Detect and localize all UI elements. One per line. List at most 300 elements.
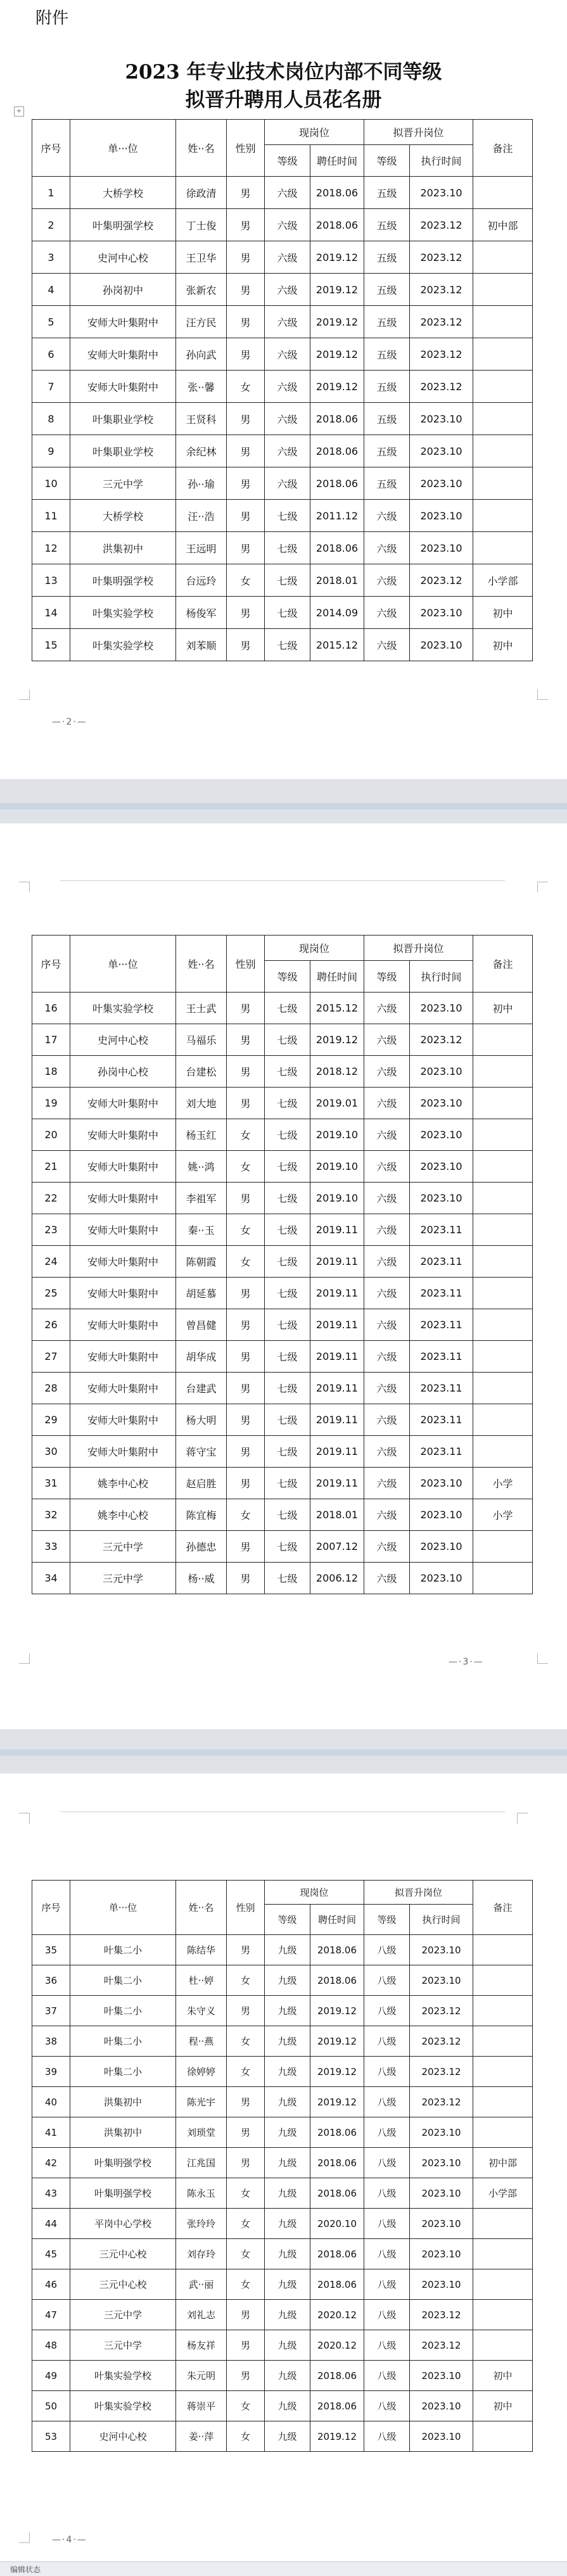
table-row <box>32 435 533 467</box>
promote-grade-cell: 八级 <box>364 2087 410 2117</box>
current-grade-cell: 七级 <box>265 993 310 1024</box>
exec-time-cell: 2023.12 <box>410 241 473 274</box>
promote-grade-cell: 六级 <box>364 1278 410 1309</box>
hire-time-cell: 2018.06 <box>310 2269 364 2300</box>
hire-time-cell: 2018.06 <box>310 1935 364 1965</box>
gender-cell: 男 <box>227 177 265 209</box>
name-cell: 王远明 <box>176 532 227 564</box>
current-grade-cell: 七级 <box>265 1563 310 1594</box>
current-grade-cell: 六级 <box>265 403 310 435</box>
table-row <box>32 274 533 306</box>
gender-cell: 男 <box>227 532 265 564</box>
current-grade-cell: 七级 <box>265 1341 310 1373</box>
promote-grade-cell: 六级 <box>364 1119 410 1151</box>
exec-time-cell: 2023.10 <box>410 1088 473 1119</box>
promote-grade-cell: 八级 <box>364 2178 410 2209</box>
exec-time-cell: 2023.11 <box>410 1246 473 1278</box>
current-grade-cell: 六级 <box>265 306 310 338</box>
name-cell: 台远玲 <box>176 564 227 597</box>
name-cell: 王贤科 <box>176 403 227 435</box>
exec-time-cell: 2023.12 <box>410 209 473 241</box>
current-grade-cell: 七级 <box>265 1246 310 1278</box>
promote-grade-cell: 六级 <box>364 1404 410 1436</box>
current-grade-cell: 七级 <box>265 597 310 629</box>
table-row <box>32 2421 533 2452</box>
seq-cell: 7 <box>32 371 70 403</box>
header-current-post: 现岗位 <box>265 936 364 961</box>
gender-cell: 女 <box>227 2239 265 2269</box>
gender-cell: 男 <box>227 993 265 1024</box>
seq-cell: 48 <box>32 2330 70 2361</box>
promote-grade-cell: 五级 <box>364 403 410 435</box>
name-cell: 张玲玲 <box>176 2209 227 2239</box>
crop-mark-icon <box>19 1813 30 1824</box>
seq-cell: 1 <box>32 177 70 209</box>
hire-time-cell: 2018.06 <box>310 467 364 500</box>
table-row <box>32 1024 533 1056</box>
gender-cell: 女 <box>227 2209 265 2239</box>
hire-time-cell: 2018.06 <box>310 2239 364 2269</box>
crop-mark-icon <box>537 882 548 892</box>
name-cell: 胡华成 <box>176 1341 227 1373</box>
exec-time-cell: 2023.10 <box>410 435 473 467</box>
current-grade-cell: 六级 <box>265 177 310 209</box>
table-row <box>32 1935 533 1965</box>
name-cell: 王士武 <box>176 993 227 1024</box>
unit-cell: 叶集实验学校 <box>70 2361 176 2391</box>
header-exec-time: 执行时间 <box>410 961 473 993</box>
exec-time-cell: 2023.10 <box>410 2178 473 2209</box>
exec-time-cell: 2023.10 <box>410 2148 473 2178</box>
promote-grade-cell: 八级 <box>364 2209 410 2239</box>
promote-grade-cell: 六级 <box>364 1436 410 1468</box>
seq-cell: 36 <box>32 1965 70 1996</box>
hire-time-cell: 2018.06 <box>310 403 364 435</box>
table-row <box>32 403 533 435</box>
table-row <box>32 1278 533 1309</box>
remark-cell <box>473 2300 533 2330</box>
remark-cell <box>473 1965 533 1996</box>
name-cell: 陈结华 <box>176 1935 227 1965</box>
gender-cell: 女 <box>227 2057 265 2087</box>
exec-time-cell: 2023.10 <box>410 1499 473 1531</box>
seq-cell: 19 <box>32 1088 70 1119</box>
remark-cell <box>473 1088 533 1119</box>
current-grade-cell: 九级 <box>265 1965 310 1996</box>
remark-cell <box>473 1056 533 1088</box>
name-cell: 姚··鸿 <box>176 1151 227 1183</box>
gender-cell: 男 <box>227 1056 265 1088</box>
hire-time-cell: 2019.11 <box>310 1468 364 1499</box>
exec-time-cell: 2023.10 <box>410 2117 473 2148</box>
unit-cell: 三元中学 <box>70 2330 176 2361</box>
table-row <box>32 2148 533 2178</box>
hire-time-cell: 2019.12 <box>310 1024 364 1056</box>
remark-cell: 初中 <box>473 2391 533 2421</box>
header-remark: 备注 <box>473 936 533 993</box>
promote-grade-cell: 六级 <box>364 993 410 1024</box>
current-grade-cell: 六级 <box>265 241 310 274</box>
name-cell: 台建松 <box>176 1056 227 1088</box>
unit-cell: 三元中学 <box>70 467 176 500</box>
name-cell: 程··燕 <box>176 2026 227 2057</box>
name-cell: 徐婷婷 <box>176 2057 227 2087</box>
page-gap <box>0 1729 567 1773</box>
current-grade-cell: 九级 <box>265 2300 310 2330</box>
header-seq: 序号 <box>32 936 70 993</box>
table-row <box>32 1373 533 1404</box>
hire-time-cell: 2018.06 <box>310 2178 364 2209</box>
current-grade-cell: 七级 <box>265 1468 310 1499</box>
header-exec-time: 执行时间 <box>410 1905 473 1935</box>
gender-cell: 女 <box>227 371 265 403</box>
promote-grade-cell: 五级 <box>364 467 410 500</box>
unit-cell: 姚李中心校 <box>70 1499 176 1531</box>
header-seq: 序号 <box>32 120 70 177</box>
table-row <box>32 2057 533 2087</box>
hire-time-cell: 2015.12 <box>310 629 364 661</box>
name-cell: 杨俊军 <box>176 597 227 629</box>
roster-rows <box>32 993 533 1594</box>
current-grade-cell: 六级 <box>265 338 310 371</box>
roster-table-page-2 <box>32 935 533 1594</box>
remark-cell <box>473 371 533 403</box>
seq-cell: 15 <box>32 629 70 661</box>
hire-time-cell: 2019.12 <box>310 2057 364 2087</box>
table-row <box>32 2178 533 2209</box>
remark-cell <box>473 2087 533 2117</box>
promote-grade-cell: 六级 <box>364 597 410 629</box>
hire-time-cell: 2019.12 <box>310 338 364 371</box>
exec-time-cell: 2023.10 <box>410 500 473 532</box>
seq-cell: 27 <box>32 1341 70 1373</box>
page-number: —·4·— <box>52 2535 87 2545</box>
unit-cell: 叶集职业学校 <box>70 435 176 467</box>
promote-grade-cell: 六级 <box>364 1088 410 1119</box>
header-promote-post: 拟晋升岗位 <box>364 1881 473 1905</box>
exec-time-cell: 2023.10 <box>410 1965 473 1996</box>
gender-cell: 男 <box>227 2300 265 2330</box>
table-row <box>32 2026 533 2057</box>
name-cell: 李祖军 <box>176 1183 227 1214</box>
header-hire-time: 聘任时间 <box>310 961 364 993</box>
header-promote-post: 拟晋升岗位 <box>364 120 473 145</box>
hire-time-cell: 2019.10 <box>310 1183 364 1214</box>
seq-cell: 50 <box>32 2391 70 2421</box>
remark-cell <box>473 2117 533 2148</box>
header-gender: 性别 <box>227 120 265 177</box>
exec-time-cell: 2023.10 <box>410 597 473 629</box>
exec-time-cell: 2023.10 <box>410 2209 473 2239</box>
table-row <box>32 2391 533 2421</box>
seq-cell: 9 <box>32 435 70 467</box>
hire-time-cell: 2019.11 <box>310 1278 364 1309</box>
exec-time-cell: 2023.10 <box>410 1468 473 1499</box>
gender-cell: 女 <box>227 1151 265 1183</box>
table-row <box>32 2330 533 2361</box>
crop-mark-icon <box>19 1653 30 1664</box>
table-row <box>32 1056 533 1088</box>
name-cell: 陈宜梅 <box>176 1499 227 1531</box>
hire-time-cell: 2018.06 <box>310 2391 364 2421</box>
exec-time-cell: 2023.12 <box>410 1024 473 1056</box>
name-cell: 刘礼志 <box>176 2300 227 2330</box>
promote-grade-cell: 八级 <box>364 2421 410 2452</box>
current-grade-cell: 七级 <box>265 1309 310 1341</box>
promote-grade-cell: 六级 <box>364 500 410 532</box>
name-cell: 王卫华 <box>176 241 227 274</box>
hire-time-cell: 2018.06 <box>310 435 364 467</box>
unit-cell: 叶集实验学校 <box>70 2391 176 2421</box>
seq-cell: 29 <box>32 1404 70 1436</box>
name-cell: 蒋守宝 <box>176 1436 227 1468</box>
hire-time-cell: 2020.10 <box>310 2209 364 2239</box>
gender-cell: 女 <box>227 2391 265 2421</box>
unit-cell: 三元中学 <box>70 1531 176 1563</box>
crop-mark-icon <box>19 2532 30 2543</box>
promote-grade-cell: 六级 <box>364 1024 410 1056</box>
unit-cell: 叶集实验学校 <box>70 597 176 629</box>
remark-cell: 初中部 <box>473 2148 533 2178</box>
promote-grade-cell: 八级 <box>364 2391 410 2421</box>
hire-time-cell: 2006.12 <box>310 1563 364 1594</box>
remark-cell <box>473 1404 533 1436</box>
seq-cell: 35 <box>32 1935 70 1965</box>
current-grade-cell: 七级 <box>265 1499 310 1531</box>
table-row <box>32 1214 533 1246</box>
unit-cell: 安师大叶集附中 <box>70 371 176 403</box>
exec-time-cell: 2023.12 <box>410 306 473 338</box>
unit-cell: 安师大叶集附中 <box>70 1373 176 1404</box>
gender-cell: 男 <box>227 209 265 241</box>
unit-cell: 大桥学校 <box>70 500 176 532</box>
name-cell: 台建武 <box>176 1373 227 1404</box>
hire-time-cell: 2018.06 <box>310 2361 364 2391</box>
remark-cell <box>473 338 533 371</box>
current-grade-cell: 七级 <box>265 1278 310 1309</box>
exec-time-cell: 2023.12 <box>410 564 473 597</box>
remark-cell <box>473 532 533 564</box>
hire-time-cell: 2019.12 <box>310 371 364 403</box>
remark-cell: 小学部 <box>473 2178 533 2209</box>
hire-time-cell: 2018.06 <box>310 2117 364 2148</box>
name-cell: 陈朝霞 <box>176 1246 227 1278</box>
name-cell: 孙··瑜 <box>176 467 227 500</box>
gender-cell: 男 <box>227 1404 265 1436</box>
remark-cell: 小学 <box>473 1468 533 1499</box>
unit-cell: 叶集二小 <box>70 1935 176 1965</box>
current-grade-cell: 七级 <box>265 1373 310 1404</box>
name-cell: 孙德忠 <box>176 1531 227 1563</box>
promote-grade-cell: 八级 <box>364 1935 410 1965</box>
unit-cell: 大桥学校 <box>70 177 176 209</box>
unit-cell: 叶集二小 <box>70 1965 176 1996</box>
remark-cell <box>473 1024 533 1056</box>
exec-time-cell: 2023.10 <box>410 2361 473 2391</box>
document-page-2 <box>0 823 567 1729</box>
header-current-grade: 等级 <box>265 961 310 993</box>
unit-cell: 平岗中心学校 <box>70 2209 176 2239</box>
seq-cell: 49 <box>32 2361 70 2391</box>
table-row <box>32 1965 533 1996</box>
promote-grade-cell: 六级 <box>364 1373 410 1404</box>
unit-cell: 三元中心校 <box>70 2239 176 2269</box>
remark-cell <box>473 1563 533 1594</box>
current-grade-cell: 九级 <box>265 2178 310 2209</box>
name-cell: 刘琐堂 <box>176 2117 227 2148</box>
document-title-line1: 2023 年专业技术岗位内部不同等级 <box>125 61 442 84</box>
current-grade-cell: 七级 <box>265 629 310 661</box>
seq-cell: 24 <box>32 1246 70 1278</box>
header-current-grade: 等级 <box>265 1905 310 1935</box>
current-grade-cell: 七级 <box>265 1024 310 1056</box>
promote-grade-cell: 八级 <box>364 2239 410 2269</box>
promote-grade-cell: 六级 <box>364 1246 410 1278</box>
remark-cell <box>473 274 533 306</box>
header-remark: 备注 <box>473 120 533 177</box>
table-row <box>32 597 533 629</box>
remark-cell <box>473 241 533 274</box>
unit-cell: 洪集初中 <box>70 2117 176 2148</box>
seq-cell: 26 <box>32 1309 70 1341</box>
unit-cell: 安师大叶集附中 <box>70 1278 176 1309</box>
current-grade-cell: 九级 <box>265 2057 310 2087</box>
name-cell: 朱守义 <box>176 1996 227 2026</box>
gender-cell: 男 <box>227 1531 265 1563</box>
table-row <box>32 1531 533 1563</box>
exec-time-cell: 2023.10 <box>410 1119 473 1151</box>
name-cell: 马福乐 <box>176 1024 227 1056</box>
table-row <box>32 629 533 661</box>
current-grade-cell: 九级 <box>265 2117 310 2148</box>
seq-cell: 37 <box>32 1996 70 2026</box>
current-grade-cell: 七级 <box>265 532 310 564</box>
hire-time-cell: 2018.06 <box>310 2148 364 2178</box>
hire-time-cell: 2019.11 <box>310 1246 364 1278</box>
remark-cell: 小学 <box>473 1499 533 1531</box>
table-row <box>32 1436 533 1468</box>
exec-time-cell: 2023.12 <box>410 2057 473 2087</box>
current-grade-cell: 七级 <box>265 1436 310 1468</box>
current-grade-cell: 七级 <box>265 1214 310 1246</box>
crop-mark-icon <box>537 1653 548 1664</box>
promote-grade-cell: 六级 <box>364 1341 410 1373</box>
unit-cell: 叶集明强学校 <box>70 209 176 241</box>
remark-cell <box>473 306 533 338</box>
exec-time-cell: 2023.11 <box>410 1309 473 1341</box>
unit-cell: 叶集明强学校 <box>70 2148 176 2178</box>
table-row <box>32 209 533 241</box>
remark-cell <box>473 2209 533 2239</box>
header-unit: 单···位 <box>70 936 176 993</box>
hire-time-cell: 2018.06 <box>310 1965 364 1996</box>
unit-cell: 安师大叶集附中 <box>70 1183 176 1214</box>
remark-cell <box>473 2421 533 2452</box>
roster-rows <box>32 1935 533 2452</box>
exec-time-cell: 2023.12 <box>410 2026 473 2057</box>
header-gender: 性别 <box>227 1881 265 1935</box>
header-hire-time: 聘任时间 <box>310 1905 364 1935</box>
name-cell: 刘存玲 <box>176 2239 227 2269</box>
status-bar <box>0 2561 567 2576</box>
remark-cell <box>473 500 533 532</box>
hire-time-cell: 2019.12 <box>310 1996 364 2026</box>
promote-grade-cell: 八级 <box>364 2361 410 2391</box>
remark-cell <box>473 1119 533 1151</box>
unit-cell: 叶集职业学校 <box>70 403 176 435</box>
table-row <box>32 2269 533 2300</box>
promote-grade-cell: 五级 <box>364 241 410 274</box>
gender-cell: 男 <box>227 435 265 467</box>
gender-cell: 女 <box>227 2269 265 2300</box>
current-grade-cell: 六级 <box>265 435 310 467</box>
table-row <box>32 2300 533 2330</box>
name-cell: 孙向武 <box>176 338 227 371</box>
table-row <box>32 241 533 274</box>
exec-time-cell: 2023.10 <box>410 2239 473 2269</box>
current-grade-cell: 九级 <box>265 2239 310 2269</box>
remark-cell <box>473 1183 533 1214</box>
gender-cell: 女 <box>227 1214 265 1246</box>
exec-time-cell: 2023.12 <box>410 2330 473 2361</box>
header-current-post: 现岗位 <box>265 1881 364 1905</box>
exec-time-cell: 2023.10 <box>410 2391 473 2421</box>
promote-grade-cell: 八级 <box>364 2026 410 2057</box>
promote-grade-cell: 八级 <box>364 1996 410 2026</box>
hire-time-cell: 2011.12 <box>310 500 364 532</box>
unit-cell: 史河中心校 <box>70 241 176 274</box>
table-row <box>32 1341 533 1373</box>
unit-cell: 安师大叶集附中 <box>70 1214 176 1246</box>
gender-cell: 男 <box>227 1278 265 1309</box>
unit-cell: 安师大叶集附中 <box>70 1246 176 1278</box>
header-remark: 备注 <box>473 1881 533 1935</box>
promote-grade-cell: 五级 <box>364 338 410 371</box>
table-move-handle-icon[interactable]: + <box>14 106 24 117</box>
document-title-line2: 拟晋升聘用人员花名册 <box>185 89 382 111</box>
remark-cell: 初中 <box>473 629 533 661</box>
page-number: —·2·— <box>52 717 87 727</box>
exec-time-cell: 2023.10 <box>410 1056 473 1088</box>
current-grade-cell: 七级 <box>265 1404 310 1436</box>
exec-time-cell: 2023.10 <box>410 629 473 661</box>
roster-rows <box>32 177 533 661</box>
seq-cell: 34 <box>32 1563 70 1594</box>
table-row <box>32 1563 533 1594</box>
table-row <box>32 564 533 597</box>
exec-time-cell: 2023.10 <box>410 1563 473 1594</box>
unit-cell: 孙岗中心校 <box>70 1056 176 1088</box>
crop-mark-icon <box>19 882 30 892</box>
remark-cell <box>473 2269 533 2300</box>
unit-cell: 安师大叶集附中 <box>70 1151 176 1183</box>
hire-time-cell: 2014.09 <box>310 597 364 629</box>
table-row <box>32 1996 533 2026</box>
header-name: 姓··名 <box>176 1881 227 1935</box>
exec-time-cell: 2023.12 <box>410 1996 473 2026</box>
promote-grade-cell: 八级 <box>364 2057 410 2087</box>
name-cell: 张新农 <box>176 274 227 306</box>
name-cell: 丁士俊 <box>176 209 227 241</box>
unit-cell: 洪集初中 <box>70 532 176 564</box>
remark-cell <box>473 1246 533 1278</box>
remark-cell <box>473 2239 533 2269</box>
header-gender: 性别 <box>227 936 265 993</box>
exec-time-cell: 2023.12 <box>410 338 473 371</box>
remark-cell <box>473 1373 533 1404</box>
gender-cell: 女 <box>227 2026 265 2057</box>
attachment-label: 附件 <box>35 9 69 28</box>
